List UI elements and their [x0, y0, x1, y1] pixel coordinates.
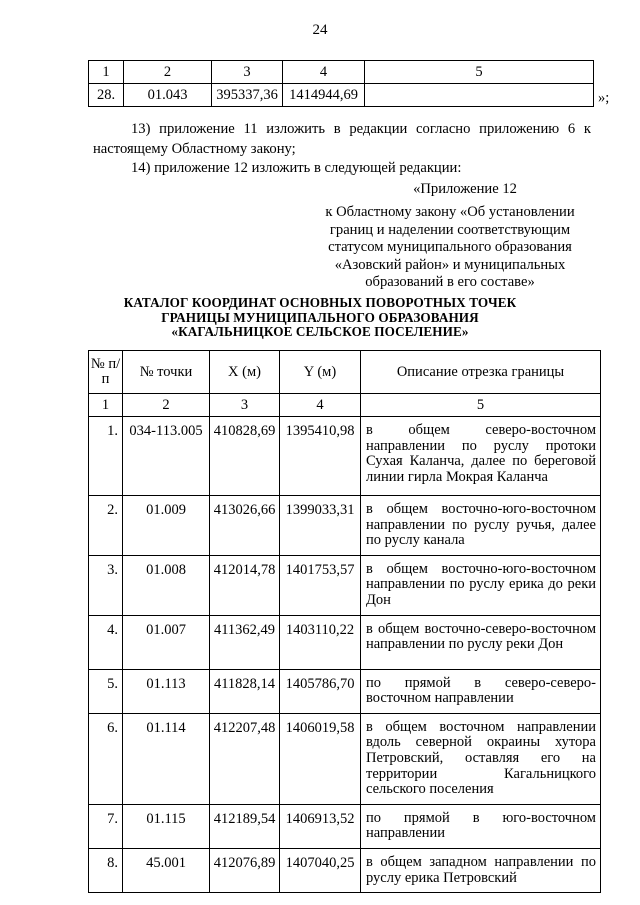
page-number: 24: [312, 22, 328, 38]
point-number: 45.001: [123, 848, 210, 892]
col-number: 3: [210, 394, 280, 417]
paragraph-13: 13) приложение 11 изложить в редакции согласно приложению 6 к настоящему Областному закону;: [93, 121, 591, 157]
catalog-title: [100, 296, 540, 340]
col-number: 5: [365, 61, 594, 84]
row-index: 4.: [89, 615, 123, 669]
header-x: X (м): [210, 351, 280, 394]
row-index: 2.: [89, 496, 123, 556]
appendix-line: «Азовский район» и муниципальных: [334, 256, 566, 273]
point-number: 034-113.005: [123, 417, 210, 496]
row-index: 6.: [89, 713, 123, 804]
catalog-title-line: «КАГАЛЬНИЦКОЕ СЕЛЬСКОЕ ПОСЕЛЕНИЕ»: [171, 324, 469, 339]
column-number-row: [89, 61, 594, 84]
col-number: 1: [89, 61, 124, 84]
y-coordinate: 1403110,22: [280, 615, 361, 669]
appendix-line: статусом муниципального образования: [328, 239, 572, 255]
continuation-table: [88, 60, 594, 107]
x-coordinate: 412189,54: [210, 804, 280, 848]
y-coordinate: 1405786,70: [280, 669, 361, 713]
table-row: [89, 669, 601, 713]
header-point: № точки: [123, 351, 210, 394]
row-index: 8.: [89, 848, 123, 892]
y-coordinate: 1406913,52: [280, 804, 361, 848]
segment-description: по прямой в северо-северо-восточном направлении: [361, 669, 601, 713]
table-row: [89, 496, 601, 556]
col-number: 4: [283, 61, 365, 84]
appendix-reference: [300, 204, 600, 292]
x-coordinate: 412207,48: [210, 713, 280, 804]
column-number-row: [89, 394, 601, 417]
col-number: 5: [361, 394, 601, 417]
row-index: 28.: [89, 84, 124, 107]
point-number: 01.007: [123, 615, 210, 669]
x-coordinate: 412076,89: [210, 848, 280, 892]
segment-description: в общем северо-восточном направлении по руслу протоки Сухая Каланча, далее по береговой линии гирла Мокрая Каланча: [361, 417, 601, 496]
table-row: [89, 713, 601, 804]
col-number: 2: [123, 394, 210, 417]
segment-description: [365, 84, 594, 107]
col-number: 4: [280, 394, 361, 417]
table-row: [89, 417, 601, 496]
segment-description: в общем западном направлении по руслу ерика Петровский: [361, 848, 601, 892]
x-coordinate: 395337,36: [212, 84, 283, 107]
segment-description: в общем восточно-юго-восточном направлении по руслу ручья, далее по руслу канала: [361, 496, 601, 556]
segment-description: по прямой в юго-восточном направлении: [361, 804, 601, 848]
table-row: [89, 848, 601, 892]
coordinates-table: [88, 350, 601, 893]
row-index: 1.: [89, 417, 123, 496]
y-coordinate: 1395410,98: [280, 417, 361, 496]
row-index: 5.: [89, 669, 123, 713]
header-y: Y (м): [280, 351, 361, 394]
x-coordinate: 412014,78: [210, 555, 280, 615]
table-closing-quote: »;: [598, 90, 610, 106]
y-coordinate: 1407040,25: [280, 848, 361, 892]
y-coordinate: 1399033,31: [280, 496, 361, 556]
point-number: 01.115: [123, 804, 210, 848]
x-coordinate: 410828,69: [210, 417, 280, 496]
point-number: 01.113: [123, 669, 210, 713]
y-coordinate: 1401753,57: [280, 555, 361, 615]
x-coordinate: 411362,49: [210, 615, 280, 669]
catalog-title-line: КАТАЛОГ КООРДИНАТ ОСНОВНЫХ ПОВОРОТНЫХ ТОЧЕК: [123, 295, 517, 310]
table-row: [89, 615, 601, 669]
col-number: 1: [89, 394, 123, 417]
catalog-title-line: ГРАНИЦЫ МУНИЦИПАЛЬНОГО ОБРАЗОВАНИЯ: [161, 309, 479, 325]
point-number: 01.009: [123, 496, 210, 556]
appendix-line: границ и наделении соответствующим: [329, 221, 571, 238]
point-number: 01.114: [123, 713, 210, 804]
table-row: [89, 84, 594, 107]
y-coordinate: 1406019,58: [280, 713, 361, 804]
appendix-line: к Областному закону «Об установлении: [325, 204, 575, 220]
segment-description: в общем восточно-северо-восточном направлении по руслу реки Дон: [361, 615, 601, 669]
header-index: № п/п: [89, 351, 123, 394]
appendix-line: образований в его составе»: [365, 274, 535, 290]
y-coordinate: 1414944,69: [283, 84, 365, 107]
table-row: [89, 555, 601, 615]
segment-description: в общем восточном направлении вдоль северной окраины хутора Петровский, оставляя его на территории Кагальницкого сельского поселения: [361, 713, 601, 804]
col-number: 3: [212, 61, 283, 84]
appendix-title: «Приложение 12: [413, 181, 517, 197]
point-number: 01.008: [123, 555, 210, 615]
paragraph-14: 14) приложение 12 изложить в следующей редакции:: [131, 160, 462, 176]
segment-description: в общем восточно-юго-восточном направлении по руслу ерика до реки Дон: [361, 555, 601, 615]
col-number: 2: [124, 61, 212, 84]
x-coordinate: 413026,66: [210, 496, 280, 556]
point-number: 01.043: [124, 84, 212, 107]
table-header-row: [89, 351, 601, 394]
x-coordinate: 411828,14: [210, 669, 280, 713]
row-index: 3.: [89, 555, 123, 615]
row-index: 7.: [89, 804, 123, 848]
table-row: [89, 804, 601, 848]
header-description: Описание отрезка границы: [361, 351, 601, 394]
